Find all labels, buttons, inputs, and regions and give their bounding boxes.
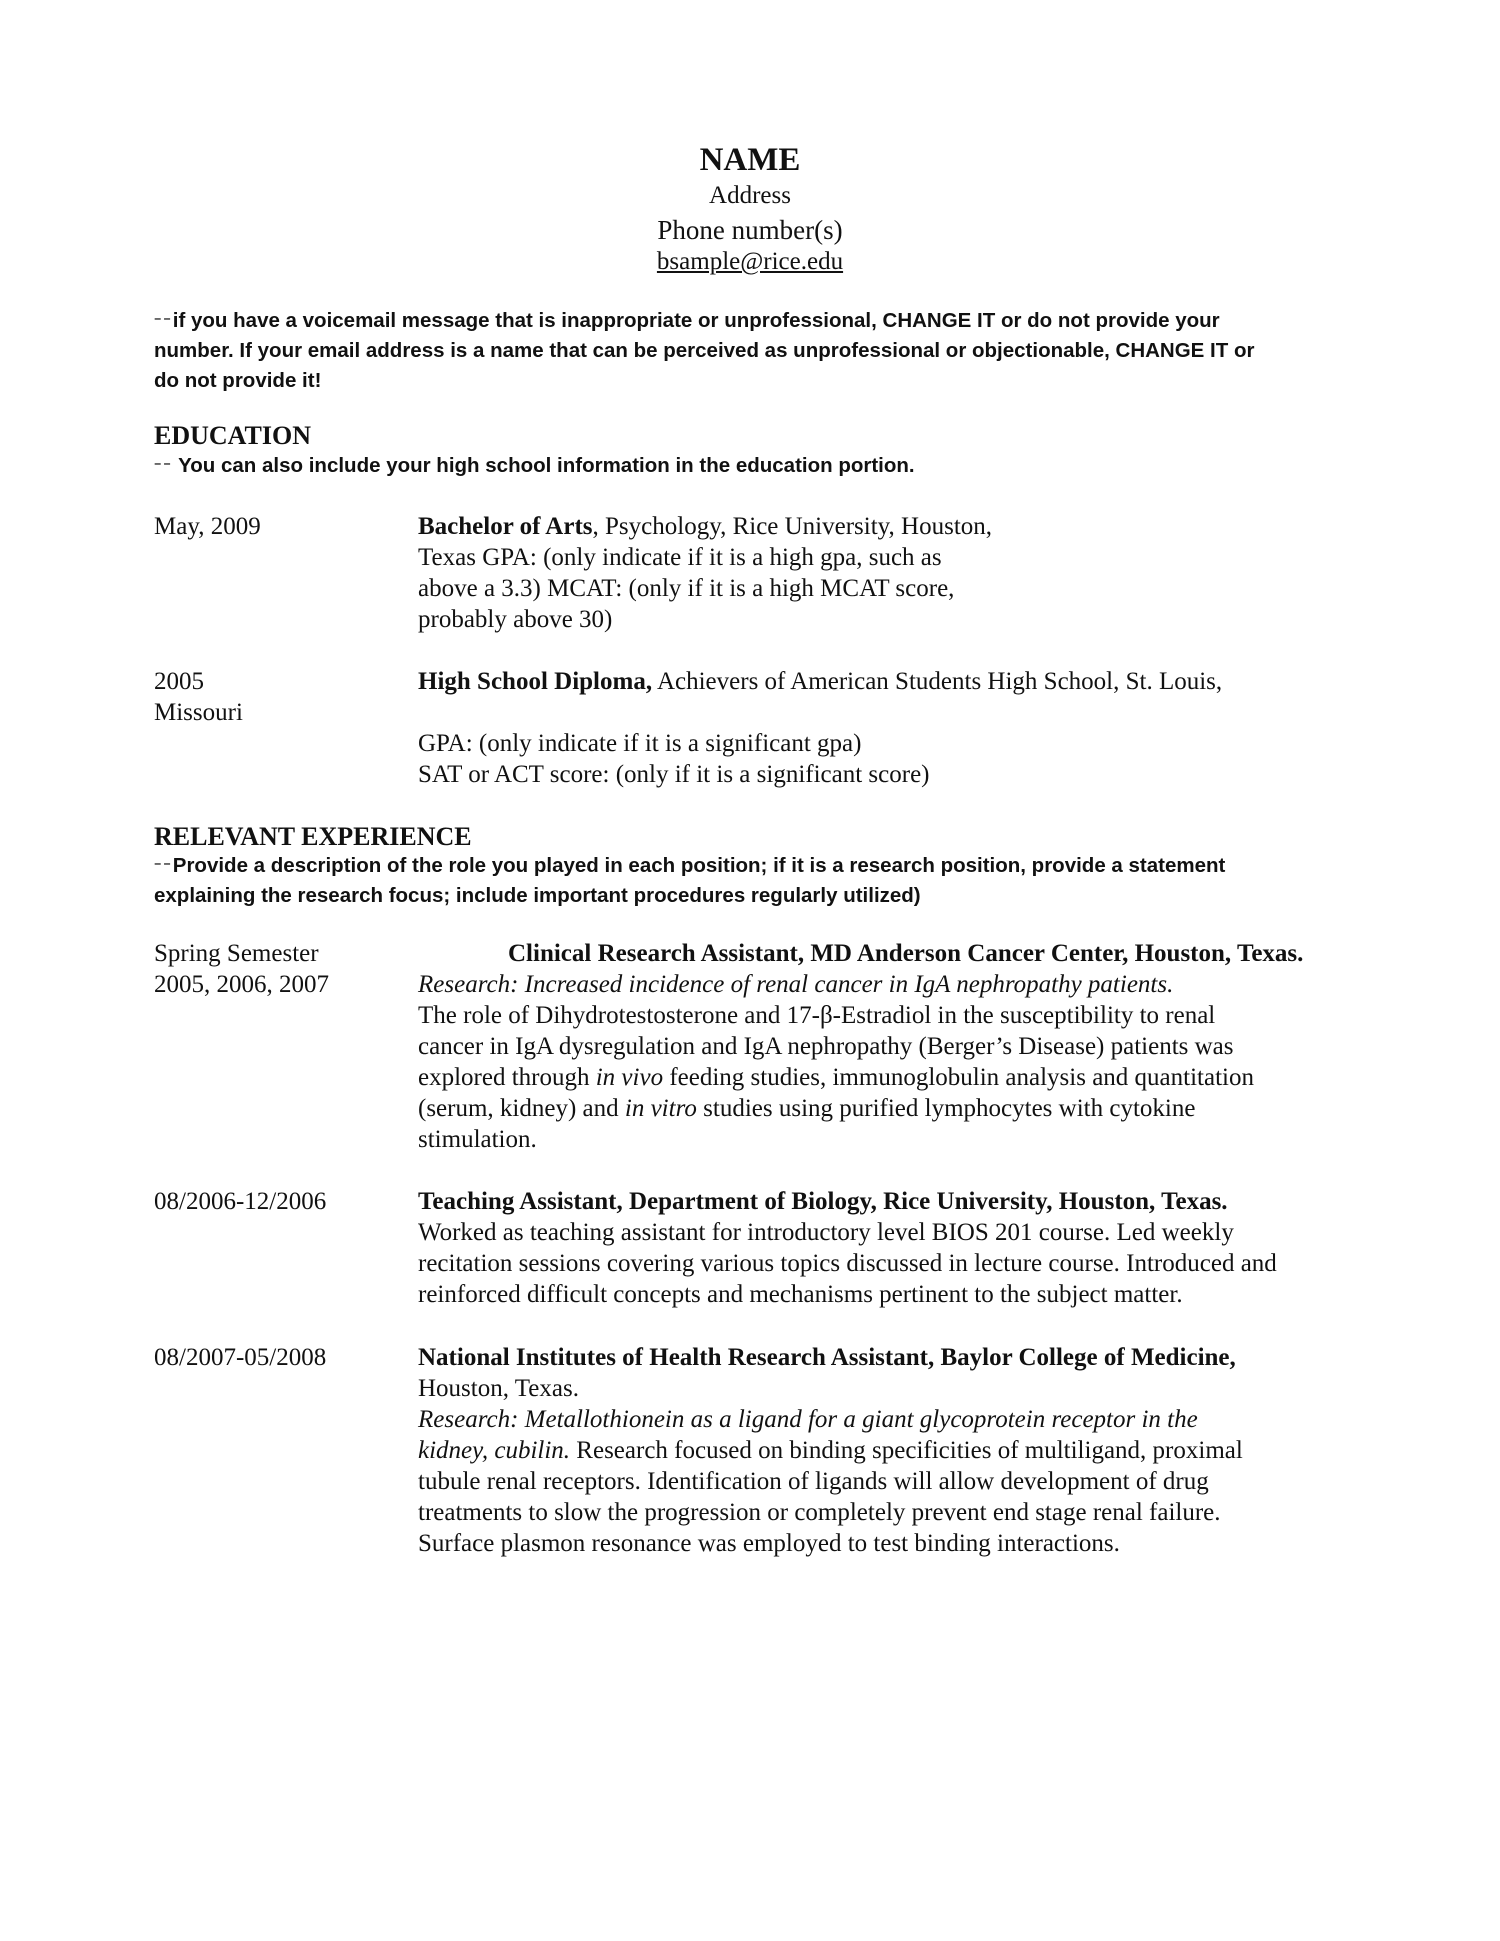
text-line: cancer in IgA dysregulation and IgA nephropathy (Berger’s Disease) patients was bbox=[418, 1033, 1234, 1060]
note-line: number. If your email address is a name that can be perceived as unprofessional or objectionable, CHANGE IT or bbox=[154, 339, 1255, 362]
text-line: , Psychology, Rice University, Houston, bbox=[592, 513, 993, 540]
job-title: National Institutes of Health Research Assistant, Baylor College of Medicine, bbox=[418, 1344, 1236, 1371]
bullet-mark-icon: ⁻⁻ bbox=[154, 858, 173, 874]
experience-entry bbox=[418, 1342, 1378, 1559]
job-title: Clinical Research Assistant, MD Anderson Cancer Center, Houston, Texas. bbox=[508, 940, 1304, 967]
email-link[interactable]: bsample@rice.edu bbox=[656, 248, 844, 275]
text-line: above a 3.3) MCAT: (only if it is a high MCAT score, bbox=[418, 575, 955, 602]
research-topic: Research: Metallothionein as a ligand for a giant glycoprotein receptor in the bbox=[418, 1406, 1198, 1433]
text-span: in vitro bbox=[624, 1095, 697, 1122]
text-span: studies using purified lymphocytes with cytokine bbox=[696, 1095, 1196, 1122]
education-date: May, 2009 bbox=[154, 513, 261, 540]
experience-entry bbox=[418, 1186, 1378, 1310]
text-line: Houston, Texas. bbox=[418, 1375, 579, 1402]
resume-name: NAME bbox=[699, 142, 801, 178]
text-span: feeding studies, immunoglobulin analysis and quantitation bbox=[663, 1064, 1254, 1091]
experience-date: 08/2007-05/2008 bbox=[154, 1344, 327, 1371]
bullet-mark-icon: ⁻⁻ bbox=[154, 458, 173, 474]
bullet-mark-icon: ⁻⁻ bbox=[154, 313, 173, 329]
note-line: You can also include your high school information in the education portion. bbox=[178, 454, 915, 477]
education-heading: EDUCATION bbox=[154, 421, 311, 450]
text-line: The role of Dihydrotestosterone and 17-β-Estradiol in the susceptibility to renal bbox=[418, 1002, 1216, 1029]
text-span: Research focused on binding specificities of multiligand, proximal bbox=[570, 1437, 1243, 1464]
note-line: if you have a voicemail message that is inappropriate or unprofessional, CHANGE IT or do not provide your bbox=[172, 309, 1220, 332]
degree-title: Bachelor of Arts bbox=[418, 513, 593, 540]
text-span: in vivo bbox=[595, 1064, 664, 1091]
text-span: explored through bbox=[418, 1064, 596, 1091]
research-topic: Research: Increased incidence of renal cancer in IgA nephropathy patients. bbox=[418, 971, 1174, 998]
experience-date: 08/2006-12/2006 bbox=[154, 1188, 327, 1215]
job-title: Teaching Assistant, Department of Biology, Rice University, Houston, Texas. bbox=[418, 1188, 1228, 1215]
date-line: Spring Semester bbox=[154, 940, 319, 967]
text-line: SAT or ACT score: (only if it is a significant score) bbox=[418, 761, 930, 788]
text-line: stimulation. bbox=[418, 1126, 537, 1153]
note-line: Provide a description of the role you played in each position; if it is a research position, provide a statement bbox=[172, 854, 1226, 877]
text-line: recitation sessions covering various topics discussed in lecture course. Introduced and bbox=[418, 1250, 1277, 1277]
date-line: 2005 bbox=[154, 668, 204, 695]
research-topic: kidney, cubilin. bbox=[418, 1437, 571, 1464]
education-date bbox=[154, 666, 404, 728]
experience-entry bbox=[418, 938, 1378, 1155]
text-line: probably above 30) bbox=[418, 606, 613, 633]
text-line: treatments to slow the progression or completely prevent end stage renal failure. bbox=[418, 1499, 1221, 1526]
text-line: tubule renal receptors. Identification of ligands will allow development of drug bbox=[418, 1468, 1209, 1495]
phone: Phone number(s) bbox=[657, 215, 843, 245]
text-line: reinforced difficult concepts and mechanisms pertinent to the subject matter. bbox=[418, 1281, 1183, 1308]
note-line: do not provide it! bbox=[154, 369, 322, 392]
education-entry bbox=[418, 666, 1378, 790]
contact-note bbox=[154, 306, 1354, 396]
text-line: Worked as teaching assistant for introductory level BIOS 201 course. Led weekly bbox=[418, 1219, 1234, 1246]
date-line: Missouri bbox=[154, 699, 243, 726]
address: Address bbox=[709, 182, 791, 209]
text-line: GPA: (only indicate if it is a significant gpa) bbox=[418, 730, 862, 757]
experience-heading: RELEVANT EXPERIENCE bbox=[154, 822, 472, 851]
experience-date bbox=[154, 938, 404, 1000]
degree-title: High School Diploma, bbox=[418, 668, 653, 695]
text-line: Surface plasmon resonance was employed to test binding interactions. bbox=[418, 1530, 1120, 1557]
education-note bbox=[154, 451, 1354, 481]
education-entry bbox=[418, 511, 1058, 635]
text-span: (serum, kidney) and bbox=[418, 1095, 625, 1122]
date-line: 2005, 2006, 2007 bbox=[154, 971, 329, 998]
note-line: explaining the research focus; include important procedures regularly utilized) bbox=[154, 884, 921, 907]
experience-note bbox=[154, 851, 1354, 911]
text-line: Texas GPA: (only indicate if it is a high gpa, such as bbox=[418, 544, 942, 571]
text-line: Achievers of American Students High School, St. Louis, bbox=[652, 668, 1223, 695]
